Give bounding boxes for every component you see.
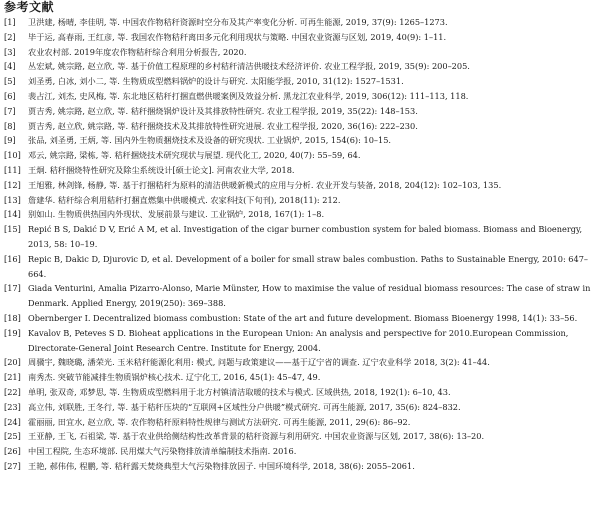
reference-text: 王艳, 郝伟伟, 程鹏, 等. 秸秆露天焚烧典型大气污染物排放因子. 中国环境科学, 2018, 38(6): 2055–2061. xyxy=(28,460,415,471)
reference-item xyxy=(4,385,596,400)
reference-item xyxy=(4,222,596,252)
reference-item xyxy=(4,133,596,148)
reference-text: 别如山. 生物质供热国内外现状、发展前景与建议. 工业锅炉, 2018, 167(1): 1–8. xyxy=(28,209,325,220)
reference-number: [13] xyxy=(4,194,21,205)
reference-text: 邓云, 姚宗路, 梁栋, 等. 秸秆捆烧技术研究现状与展望. 现代化工, 2020, 40(7): 55–59, 64. xyxy=(28,150,361,161)
reference-number: [1] xyxy=(4,17,16,27)
reference-number: [18] xyxy=(4,312,21,323)
reference-item xyxy=(4,163,596,178)
reference-text: 贾吉秀, 姚宗路, 赵立欣, 等. 秸秆捆烧锅炉设计及其排放特性研究. 农业工程学报, 2019, 35(22): 148–153. xyxy=(28,105,418,116)
reference-item xyxy=(4,400,596,415)
reference-number: [4] xyxy=(4,61,16,72)
reference-text: 南秀杰. 突破节能减排生物质锅炉核心技术. 辽宁化工, 2016, 45(1): 45–47, 49. xyxy=(28,372,321,383)
reference-number: [2] xyxy=(4,31,16,42)
reference-text: 农业农村部. 2019年度农作物秸秆综合利用分析报告, 2020. xyxy=(28,46,247,57)
reference-item xyxy=(4,252,596,282)
reference-text: 贾吉秀, 赵立欣, 姚宗路, 等. 秸秆捆烧技术及其排放特性研究进展. 农业工程学报, 2020, 36(16): 222–230. xyxy=(28,120,418,131)
reference-item xyxy=(4,207,596,222)
reference-number: [19] xyxy=(4,327,21,338)
reference-number: [10] xyxy=(4,150,21,161)
reference-text: 裴占江, 刘杰, 史风梅, 等. 东北地区秸秆打捆直燃供暖案例及效益分析. 黑龙江农业科学, 2019, 306(12): 111–113, 118. xyxy=(28,90,469,101)
reference-item xyxy=(4,74,596,89)
reference-text: 高立伟, 刘联胜, 王冬行, 等. 基于秸秆压块的“互联网+区域性分户供暖”模式研究. 可再生能源, 2017, 35(6): 824–832. xyxy=(28,401,461,412)
reference-number: [26] xyxy=(4,446,21,457)
reference-number: [8] xyxy=(4,120,16,131)
reference-number: [5] xyxy=(4,76,16,87)
reference-number: [24] xyxy=(4,416,21,427)
reference-text: 卫洪建, 杨晴, 李佳明, 等. 中国农作物秸秆资源时空分布及其产率变化分析. 可再生能源, 2019, 37(9): 1265–1273. xyxy=(28,17,448,27)
reference-number: [22] xyxy=(4,386,21,397)
reference-text: 刘圣勇, 白冰, 刘小二, 等. 生物质成型燃料锅炉的设计与研究. 太阳能学报, 2010, 31(12): 1527–1531. xyxy=(28,76,404,87)
reference-item xyxy=(4,104,596,119)
reference-text: Repic B, Dakic D, Djurovic D, et al. Development of a boiler for small straw bales combustion. Paths to Sustainable Energy, 2010: 647–664. xyxy=(28,253,589,279)
reference-text: Kavalov B, Peteves S D. Bioheat applications in the European Union: An analysis and perspective for 2010.European Commission, Directorate-General Joint Research Centre. Institute for Energy, 2004. xyxy=(28,327,569,353)
reference-item xyxy=(4,415,596,430)
reference-text: 王旭雅, 林剑锋, 杨静, 等. 基于打捆秸秆为原料的清洁供暖新模式的应用与分析. 农业开发与装备, 2018, 204(12): 102–103, 135. xyxy=(28,179,502,190)
reference-item xyxy=(4,193,596,208)
reference-item xyxy=(4,444,596,459)
section-title: 参考文献 xyxy=(4,0,55,14)
reference-number: [25] xyxy=(4,431,21,442)
reference-text: 中国工程院, 生态环境部. 民用煤大气污染物排放清单编制技术指南. 2016. xyxy=(28,446,297,457)
reference-item xyxy=(4,119,596,134)
reference-number: [15] xyxy=(4,224,21,235)
reference-item xyxy=(4,429,596,444)
reference-item xyxy=(4,370,596,385)
reference-item xyxy=(4,355,596,370)
reference-number: [11] xyxy=(4,164,21,175)
reference-item xyxy=(4,148,596,163)
reference-number: [9] xyxy=(4,135,16,146)
reference-number: [3] xyxy=(4,46,16,57)
reference-text: 霍丽丽, 田宜水, 赵立欣, 等. 农作物秸秆原料特性规律与测试方法研究. 可再生能源, 2011, 29(6): 86–92. xyxy=(28,416,411,427)
reference-text: 詹建华. 秸秆综合利用秸秆打捆直燃集中供暖模式. 农家科技(下旬刊), 2018(11): 212. xyxy=(28,194,341,205)
reference-item xyxy=(4,459,596,474)
reference-text: 王炯. 秸秆捆烧特性研究及除尘系统设计[硕士论文]. 河南农业大学, 2018. xyxy=(28,164,295,175)
reference-number: [6] xyxy=(4,90,16,101)
reference-text: Repić B S, Dakić D V, Erić A M, et al. Investigation of the cigar burner combustion system for baled biomass. Biomass and Bioenergy, 2013, 58: 10–19. xyxy=(28,224,583,249)
reference-number: [14] xyxy=(4,209,21,220)
reference-item xyxy=(4,178,596,193)
reference-number: [23] xyxy=(4,401,21,412)
reference-number: [12] xyxy=(4,179,21,190)
reference-item xyxy=(4,45,596,60)
reference-item xyxy=(4,311,596,326)
reference-number: [27] xyxy=(4,460,21,471)
reference-item xyxy=(4,15,596,30)
reference-text: 丛宏斌, 姚宗路, 赵立欣, 等. 基于价值工程原理的乡村秸秆清洁供暖技术经济评价. 农业工程学报, 2019, 35(9): 200–205. xyxy=(28,61,470,72)
reference-item xyxy=(4,30,596,45)
reference-text: 周骥宇, 魏晓璐, 潘荣光. 玉米秸秆能源化利用: 模式, 问题与政策建议——基于辽宁省的调查. 辽宁农业科学 2018, 3(2): 41–44. xyxy=(28,357,490,368)
reference-text: 毕于运, 高春雨, 王红彦, 等. 我国农作物秸秆离田多元化利用现状与策略. 中国农业资源与区划, 2019, 40(9): 1–11. xyxy=(28,31,447,42)
reference-text: 王亚静, 王飞, 石祖梁, 等. 基于农业供给侧结构性改革背景的秸秆资源与利用研究. 中国农业资源与区划, 2017, 38(6): 13–20. xyxy=(28,431,485,442)
reference-text: 张品, 刘圣勇, 王炳, 等. 国内外生物质捆烧技术及设备的研究现状. 工业锅炉, 2015, 154(6): 10–15. xyxy=(28,135,392,146)
reference-item xyxy=(4,89,596,104)
reference-text: Giada Venturini, Amalia Pizarro-Alonso, Marie Münster, How to maximise the value of residual biomass resources: The case of straw in Denmark. Applied Energy, 2019(250): 369–388. xyxy=(28,283,591,309)
reference-item xyxy=(4,281,596,311)
reference-item xyxy=(4,59,596,74)
reference-number: [21] xyxy=(4,372,21,383)
reference-text: Obernberger I. Decentralized biomass combustion: State of the art and future development. Biomass Bioenergy 1998, 14(1): 33–56. xyxy=(28,312,578,323)
reference-number: [17] xyxy=(4,283,21,294)
reference-text: 单明, 张双奇, 邓梦思, 等. 生物质成型燃料用于北方村镇清洁取暖的技术与模式. 区域供热, 2018, 192(1): 6–10, 43. xyxy=(28,386,451,397)
reference-number: [16] xyxy=(4,253,21,264)
reference-number: [20] xyxy=(4,357,21,368)
reference-list xyxy=(4,15,596,474)
reference-item xyxy=(4,326,596,356)
reference-number: [7] xyxy=(4,105,16,116)
